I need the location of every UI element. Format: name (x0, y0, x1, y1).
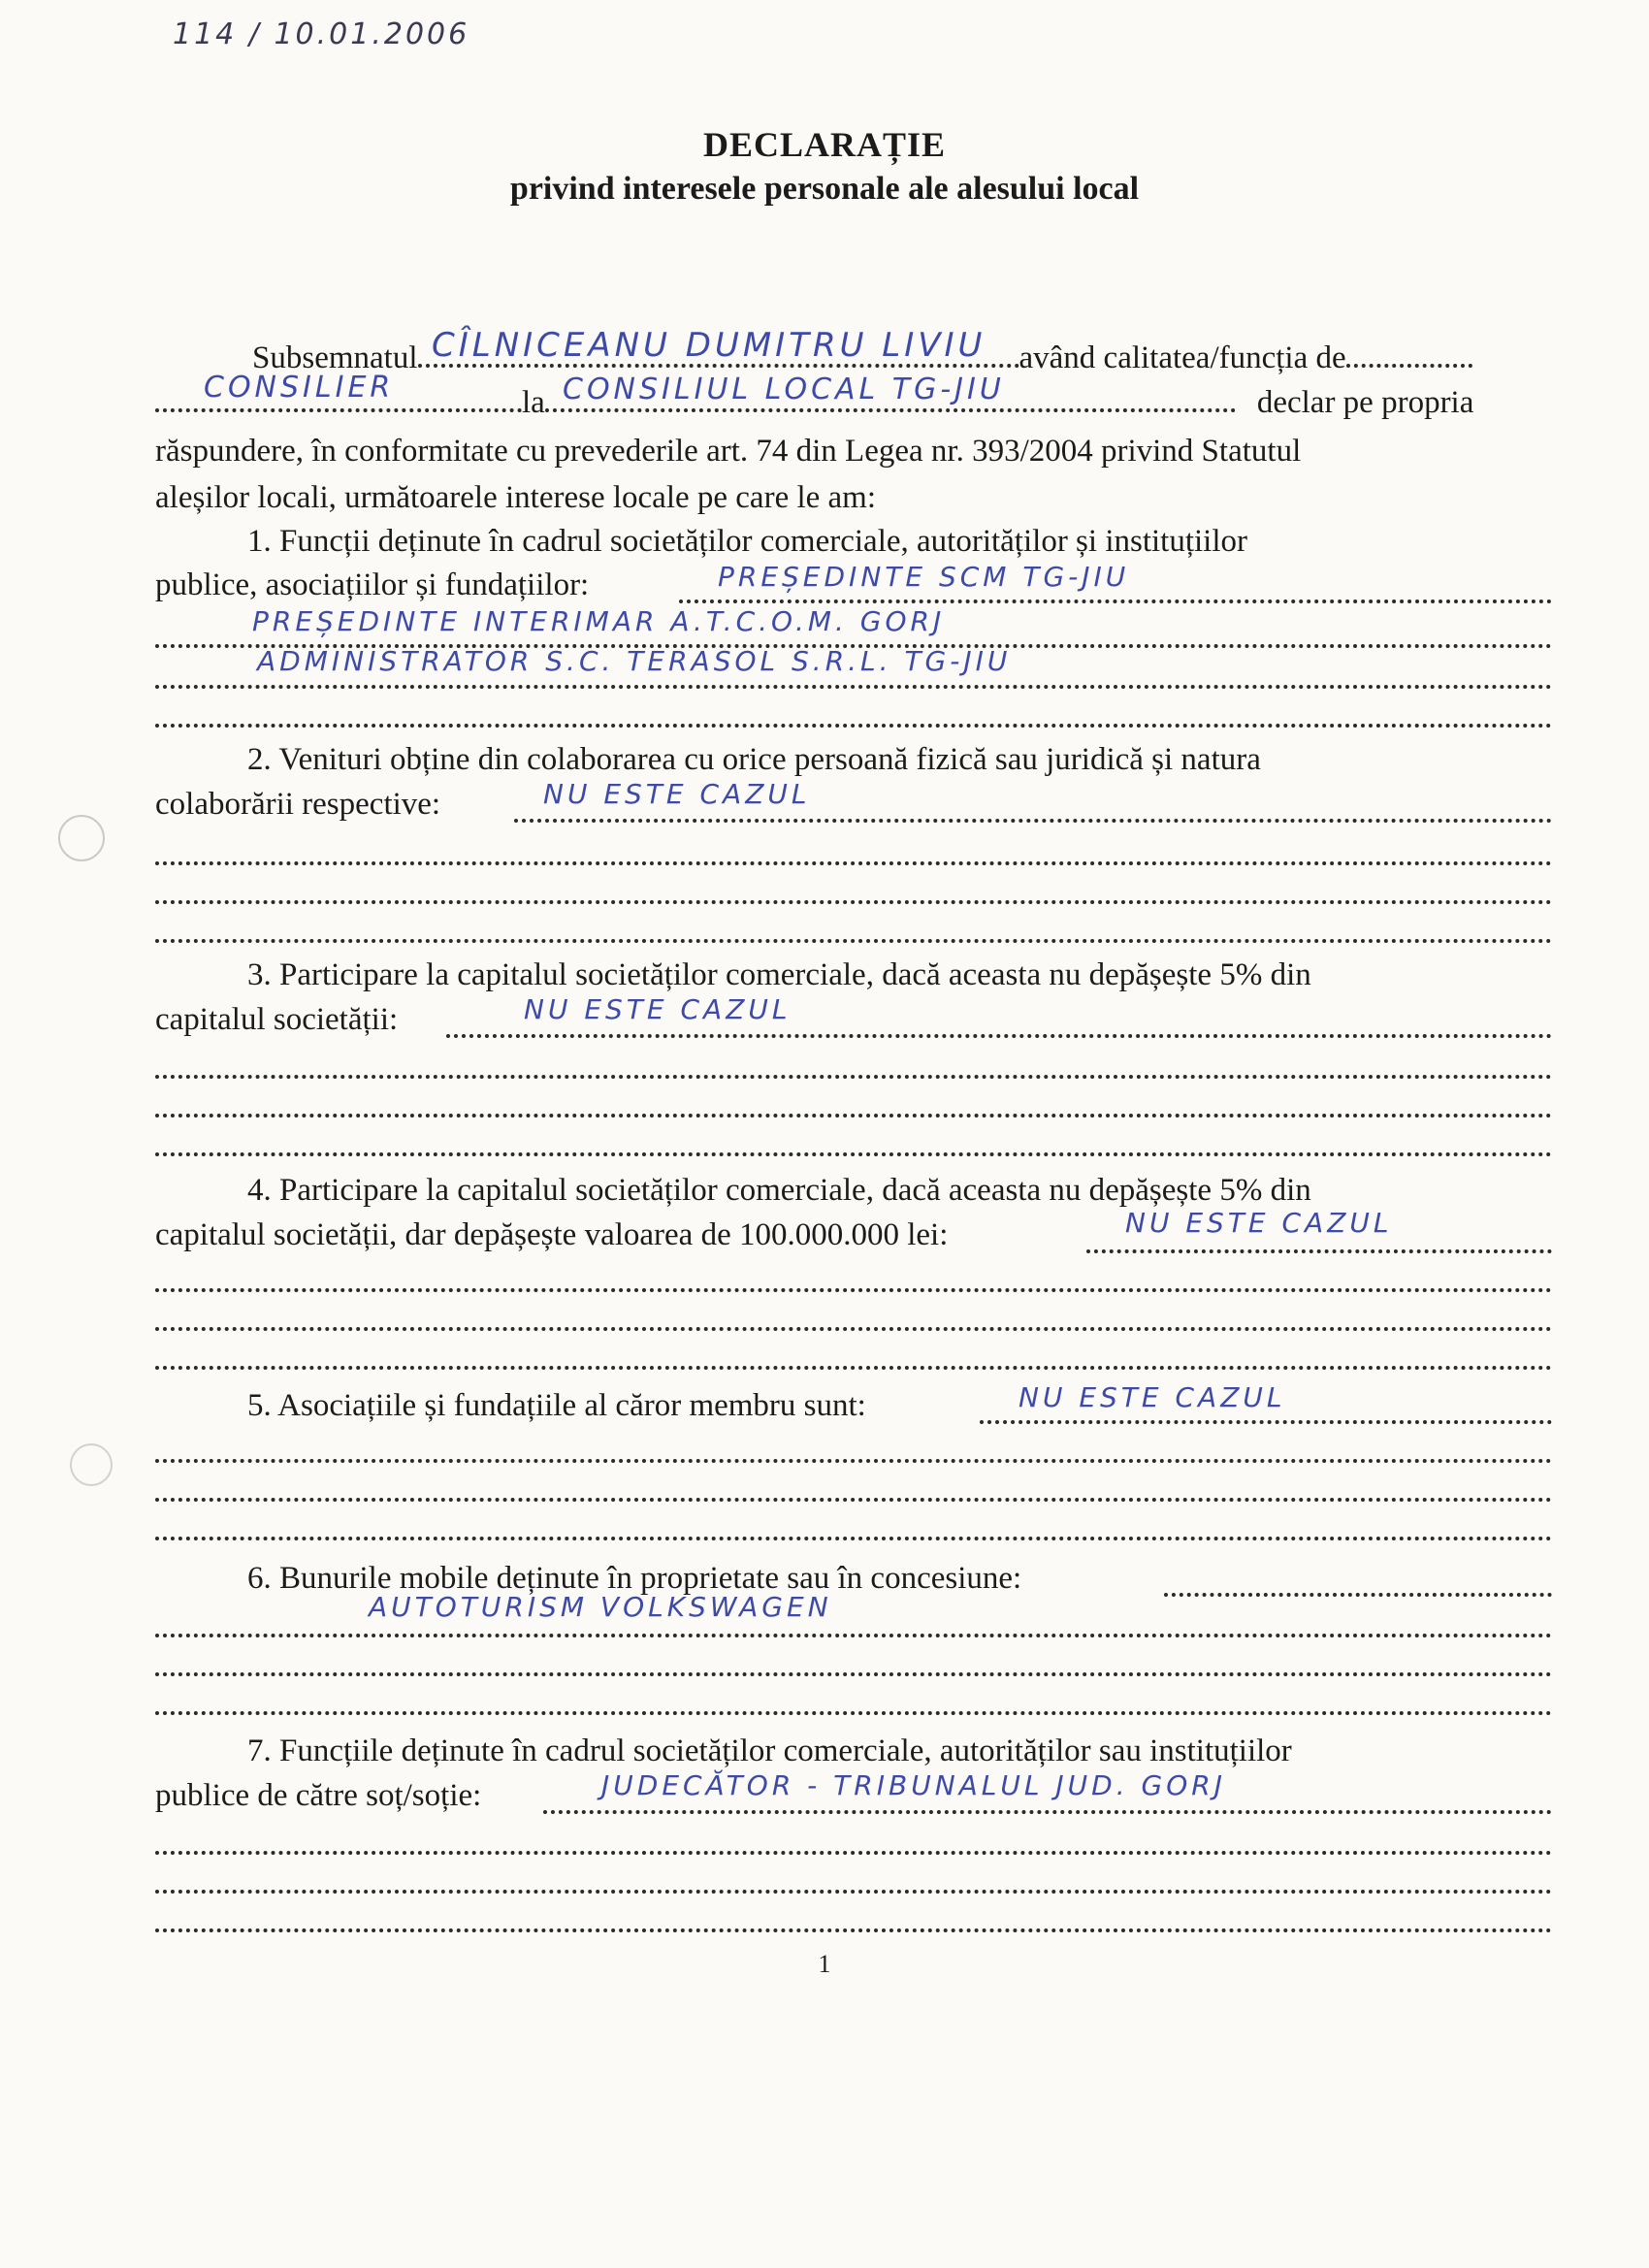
section-4-answer-1: NU ESTE CAZUL (1125, 1207, 1393, 1239)
section-4-line-1: 4. Participare la capitalul societăților comerciale, dacă aceasta nu depășește 5% din (247, 1173, 1311, 1208)
section-1-answer-2: PREȘEDINTE INTERIMAR A.T.C.O.M. GORJ (252, 605, 946, 637)
section-6-answer-1: AUTOTURISM VOLKSWAGEN (369, 1591, 832, 1623)
section-4-label: capitalul societății, dar depășește valoarea de 100.000.000 lei: (155, 1217, 949, 1252)
intro-la: la (522, 385, 545, 420)
section-7-answer-1: JUDECĂTOR - TRIBUNALUL JUD. GORJ (601, 1769, 1226, 1801)
section-1-answer-1: PREȘEDINTE SCM TG-JIU (718, 561, 1130, 593)
section-1-label: publice, asociațiilor și fundațiilor: (155, 567, 590, 602)
section-3-answer-1: NU ESTE CAZUL (524, 993, 792, 1025)
intro-line-4: aleșilor locali, următoarele interese locale pe care le am: (155, 480, 877, 515)
section-3-label: capitalul societății: (155, 1002, 399, 1037)
name-handwriting: CÎLNICEANU DUMITRU LIVIU (432, 326, 986, 365)
section-7-label: publice de către soț/soție: (155, 1778, 482, 1813)
section-5-answer-1: NU ESTE CAZUL (1018, 1381, 1286, 1413)
page-number: 1 (818, 1950, 831, 1978)
intro-avand-calitatea: având calitatea/funcția de (1018, 340, 1346, 375)
function-handwriting: CONSILIER (204, 371, 395, 405)
punch-hole-top (58, 815, 105, 861)
section-2-answer-1: NU ESTE CAZUL (543, 778, 811, 810)
section-7-line-1: 7. Funcțiile deținute în cadrul societăților comerciale, autorităților sau instituțiilor (247, 1733, 1292, 1768)
section-6-label: 6. Bunurile mobile deținute în proprietate sau în concesiune: (247, 1561, 1022, 1596)
section-3-line-1: 3. Participare la capitalul societăților comerciale, dacă aceasta nu depășește 5% din (247, 957, 1311, 992)
section-1-answer-3: ADMINISTRATOR S.C. TERASOL S.R.L. TG-JIU (257, 645, 1012, 677)
institution-handwriting: CONSILIUL LOCAL TG-JIU (563, 373, 1005, 406)
section-2-label: colaborării respective: (155, 787, 441, 822)
intro-line-3: răspundere, în conformitate cu prevederile art. 74 din Legea nr. 393/2004 privind Statutul (155, 434, 1302, 469)
intro-subsemnatul: Subsemnatul (252, 340, 418, 375)
section-2-line-1: 2. Venituri obține din colaborarea cu orice persoană fizică sau juridică și natura (247, 742, 1261, 777)
document-subtitle: privind interesele personale ale alesului local (509, 171, 1140, 207)
section-5-label: 5. Asociațiile și fundațiile al căror membru sunt: (247, 1388, 866, 1423)
document-title: DECLARAȚIE (702, 125, 947, 164)
registration-note: 114 / 10.01.2006 (173, 17, 470, 51)
intro-declar: declar pe propria (1256, 385, 1474, 420)
punch-hole-bottom (70, 1443, 113, 1486)
section-1-line-1: 1. Funcții deținute în cadrul societăților comerciale, autorităților și instituțiilor (247, 524, 1247, 559)
